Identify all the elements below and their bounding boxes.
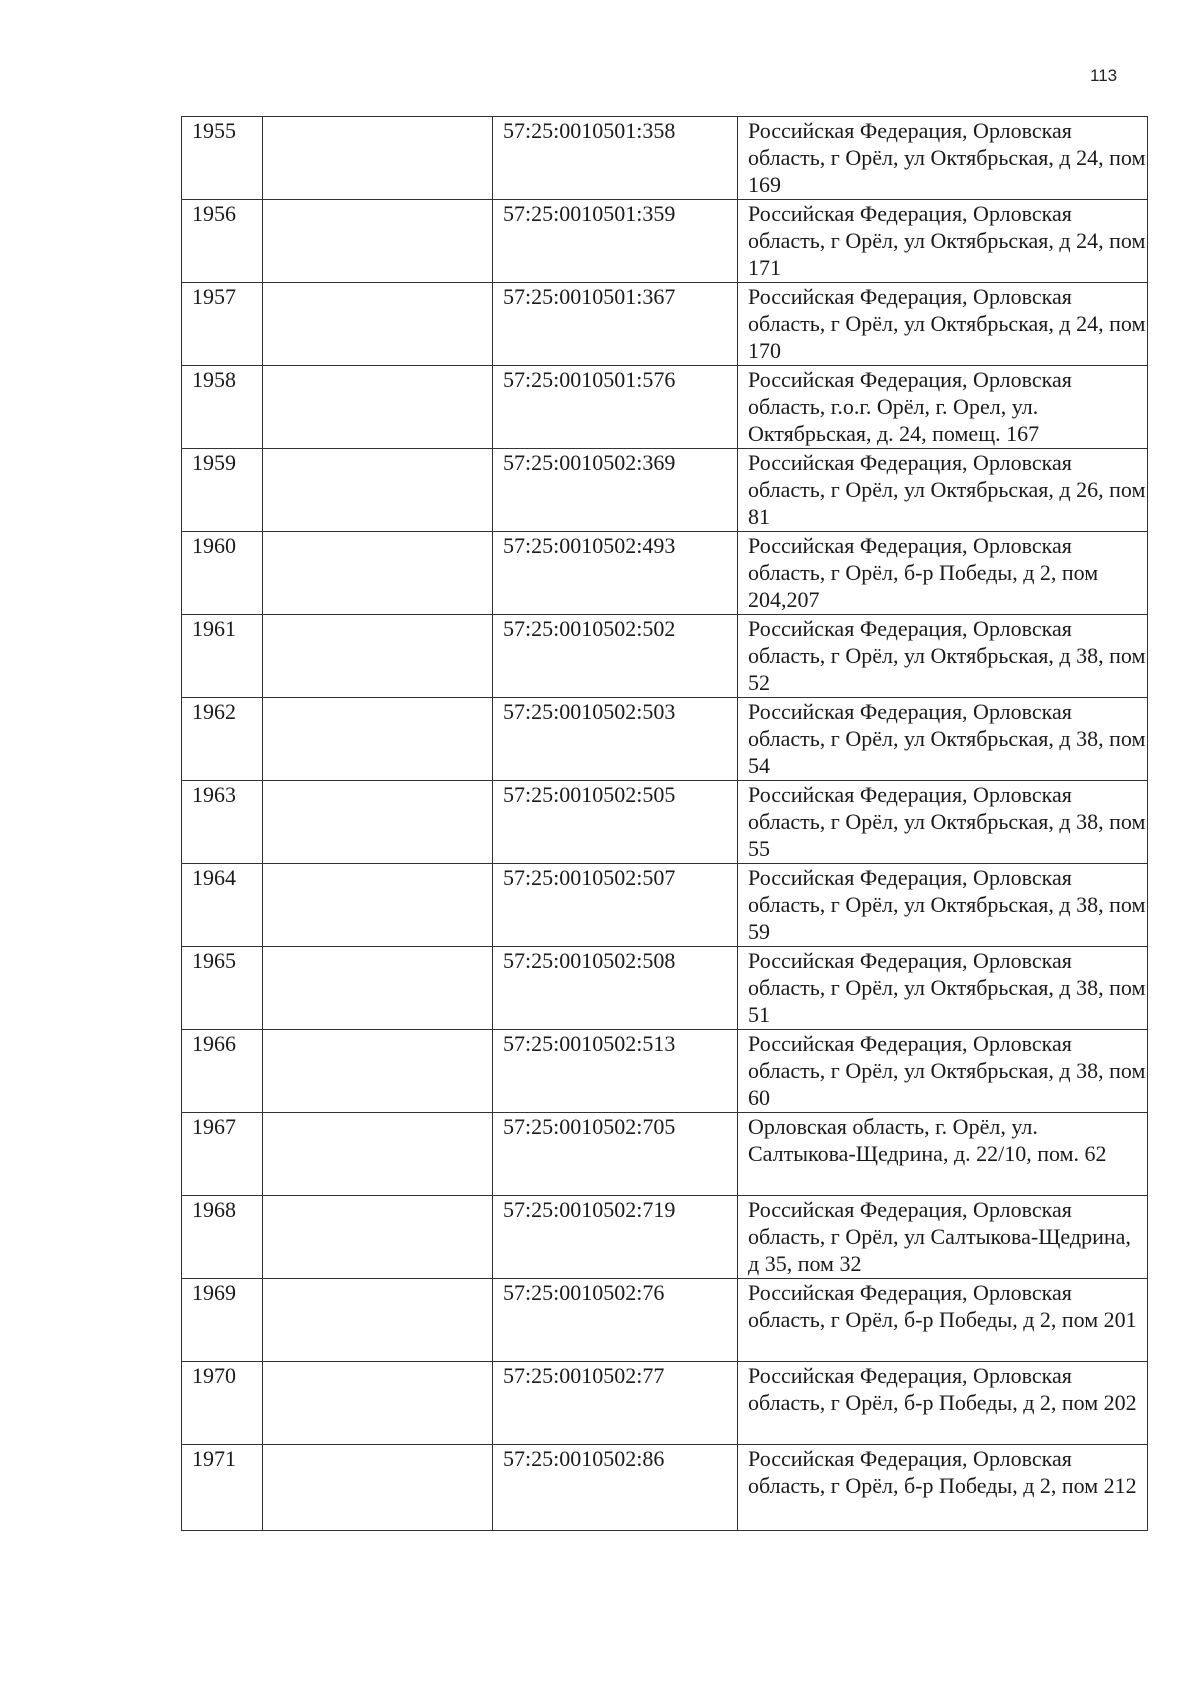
table-row bbox=[182, 449, 1148, 532]
table-row bbox=[182, 1279, 1148, 1362]
cadastral-number-cell: 57:25:0010502:503 bbox=[493, 698, 738, 781]
cadastral-number-cell: 57:25:0010501:359 bbox=[493, 200, 738, 283]
address-cell: Российская Федерация, Орловская область, г Орёл, б-р Победы, д 2, пом 204,207 bbox=[738, 532, 1148, 615]
row-number-cell: 1958 bbox=[182, 366, 263, 449]
row-number-cell: 1961 bbox=[182, 615, 263, 698]
address-cell: Российская Федерация, Орловская область, г Орёл, ул Октябрьская, д 26, пом 81 bbox=[738, 449, 1148, 532]
address-cell: Российская Федерация, Орловская область, г.о.г. Орёл, г. Орел, ул. Октябрьская, д. 24, помещ. 167 bbox=[738, 366, 1148, 449]
cadastral-number-cell: 57:25:0010502:513 bbox=[493, 1030, 738, 1113]
owner-cell bbox=[263, 532, 493, 615]
cadastral-number-cell: 57:25:0010501:358 bbox=[493, 117, 738, 200]
cadastral-number-cell: 57:25:0010502:507 bbox=[493, 864, 738, 947]
row-number-cell: 1956 bbox=[182, 200, 263, 283]
table-row bbox=[182, 698, 1148, 781]
row-number-cell: 1971 bbox=[182, 1445, 263, 1531]
row-number-cell: 1968 bbox=[182, 1196, 263, 1279]
cadastral-number-cell: 57:25:0010502:76 bbox=[493, 1279, 738, 1362]
cadastral-number-cell: 57:25:0010502:77 bbox=[493, 1362, 738, 1445]
owner-cell bbox=[263, 1279, 493, 1362]
owner-cell bbox=[263, 1113, 493, 1196]
registry-body bbox=[182, 117, 1148, 1531]
owner-cell bbox=[263, 615, 493, 698]
cadastral-number-cell: 57:25:0010502:502 bbox=[493, 615, 738, 698]
cadastral-number-cell: 57:25:0010502:719 bbox=[493, 1196, 738, 1279]
row-number-cell: 1962 bbox=[182, 698, 263, 781]
row-number-cell: 1959 bbox=[182, 449, 263, 532]
owner-cell bbox=[263, 449, 493, 532]
page-number: 113 bbox=[1090, 66, 1118, 85]
table-row bbox=[182, 1030, 1148, 1113]
address-cell: Российская Федерация, Орловская область, г Орёл, б-р Победы, д 2, пом 212 bbox=[738, 1445, 1148, 1531]
address-cell: Российская Федерация, Орловская область, г Орёл, ул Октябрьская, д 38, пом 54 bbox=[738, 698, 1148, 781]
owner-cell bbox=[263, 1030, 493, 1113]
owner-cell bbox=[263, 864, 493, 947]
table-row bbox=[182, 366, 1148, 449]
row-number-cell: 1957 bbox=[182, 283, 263, 366]
owner-cell bbox=[263, 781, 493, 864]
owner-cell bbox=[263, 366, 493, 449]
row-number-cell: 1969 bbox=[182, 1279, 263, 1362]
row-number-cell: 1955 bbox=[182, 117, 263, 200]
table-row bbox=[182, 1196, 1148, 1279]
table-row bbox=[182, 947, 1148, 1030]
owner-cell bbox=[263, 1445, 493, 1531]
table-row bbox=[182, 200, 1148, 283]
owner-cell bbox=[263, 1196, 493, 1279]
row-number-cell: 1964 bbox=[182, 864, 263, 947]
table-row bbox=[182, 781, 1148, 864]
owner-cell bbox=[263, 1362, 493, 1445]
address-cell: Российская Федерация, Орловская область, г Орёл, б-р Победы, д 2, пом 201 bbox=[738, 1279, 1148, 1362]
table-row bbox=[182, 864, 1148, 947]
address-cell: Орловская область, г. Орёл, ул. Салтыкова-Щедрина, д. 22/10, пом. 62 bbox=[738, 1113, 1148, 1196]
table-row bbox=[182, 615, 1148, 698]
cadastral-number-cell: 57:25:0010502:369 bbox=[493, 449, 738, 532]
address-cell: Российская Федерация, Орловская область, г Орёл, ул Салтыкова-Щедрина, д 35, пом 32 bbox=[738, 1196, 1148, 1279]
address-cell: Российская Федерация, Орловская область, г Орёл, ул Октябрьская, д 38, пом 55 bbox=[738, 781, 1148, 864]
address-cell: Российская Федерация, Орловская область, г Орёл, ул Октябрьская, д 38, пом 60 bbox=[738, 1030, 1148, 1113]
owner-cell bbox=[263, 117, 493, 200]
owner-cell bbox=[263, 947, 493, 1030]
owner-cell bbox=[263, 200, 493, 283]
table-row bbox=[182, 1113, 1148, 1196]
cadastral-number-cell: 57:25:0010501:367 bbox=[493, 283, 738, 366]
address-cell: Российская Федерация, Орловская область, г Орёл, ул Октябрьская, д 24, пом 170 bbox=[738, 283, 1148, 366]
table-row bbox=[182, 117, 1148, 200]
cadastral-number-cell: 57:25:0010501:576 bbox=[493, 366, 738, 449]
address-cell: Российская Федерация, Орловская область, г Орёл, ул Октябрьская, д 38, пом 51 bbox=[738, 947, 1148, 1030]
owner-cell bbox=[263, 283, 493, 366]
row-number-cell: 1960 bbox=[182, 532, 263, 615]
row-number-cell: 1963 bbox=[182, 781, 263, 864]
address-cell: Российская Федерация, Орловская область, г Орёл, ул Октябрьская, д 38, пом 59 bbox=[738, 864, 1148, 947]
row-number-cell: 1970 bbox=[182, 1362, 263, 1445]
address-cell: Российская Федерация, Орловская область, г Орёл, ул Октябрьская, д 24, пом 169 bbox=[738, 117, 1148, 200]
table-row bbox=[182, 1362, 1148, 1445]
row-number-cell: 1965 bbox=[182, 947, 263, 1030]
address-cell: Российская Федерация, Орловская область, г Орёл, ул Октябрьская, д 24, пом 171 bbox=[738, 200, 1148, 283]
cadastral-number-cell: 57:25:0010502:493 bbox=[493, 532, 738, 615]
row-number-cell: 1966 bbox=[182, 1030, 263, 1113]
cadastral-number-cell: 57:25:0010502:86 bbox=[493, 1445, 738, 1531]
address-cell: Российская Федерация, Орловская область, г Орёл, ул Октябрьская, д 38, пом 52 bbox=[738, 615, 1148, 698]
cadastral-number-cell: 57:25:0010502:508 bbox=[493, 947, 738, 1030]
table-row bbox=[182, 1445, 1148, 1531]
owner-cell bbox=[263, 698, 493, 781]
table-row bbox=[182, 532, 1148, 615]
registry-table bbox=[181, 116, 1148, 1531]
row-number-cell: 1967 bbox=[182, 1113, 263, 1196]
table-row bbox=[182, 283, 1148, 366]
cadastral-number-cell: 57:25:0010502:505 bbox=[493, 781, 738, 864]
cadastral-number-cell: 57:25:0010502:705 bbox=[493, 1113, 738, 1196]
address-cell: Российская Федерация, Орловская область, г Орёл, б-р Победы, д 2, пом 202 bbox=[738, 1362, 1148, 1445]
